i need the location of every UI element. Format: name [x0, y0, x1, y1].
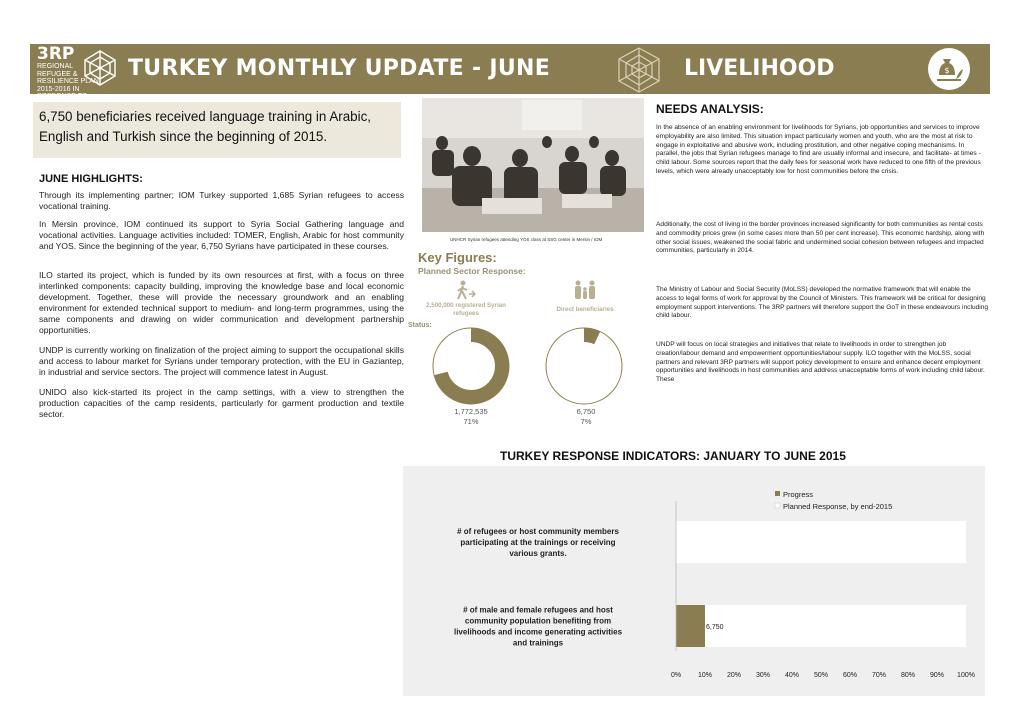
classroom-photo: [422, 98, 644, 232]
x-tick-label: 10%: [697, 672, 713, 679]
status-label: Status:: [408, 322, 432, 329]
category-label: # of male and female refugees and host community population benefiting from livelihoods and income generating activities and trainings: [453, 605, 623, 648]
donut-track: [553, 335, 615, 397]
donut-value-number: 1,772,535: [454, 407, 488, 416]
highlight-paragraph: Through its implementing partner; IOM Turkey supported 1,685 Syrian refugees to access vocational training.: [39, 190, 404, 212]
decorative-emblem-icon: [615, 46, 663, 94]
legend-label: Planned Response, by end-2015: [783, 502, 893, 511]
needs-paragraph: Additionally, the cost of living in the border provinces increased significantly for both communities as rental costs and commodity prices grew (in some cases more than 50 per cent increase). This economic hardship, along with other social issues, weakened the social fabric and undermined social cohesion between refugees and impacted communities, particularly in 2014.: [656, 221, 985, 255]
highlights-title: JUNE HIGHLIGHTS:: [39, 173, 143, 185]
logo-emblem-icon: [81, 49, 119, 87]
headline-box: 6,750 beneficiaries received language training in Arabic, English and Turkish since the beginning of 2015.: [33, 102, 401, 158]
family-icon: [572, 280, 598, 300]
section-title: LIVELIHOOD: [684, 56, 835, 81]
highlight-paragraph: ILO started its project, which is funded by its own resources at first, with a focus on three interlinked components: capacity building, improving the knowledge base and local economic development. Together, these will provide the necessary groundwork and an enabling environment for extended technical support to medium- and long-term programmes, using the same components and drawing on wider communication and development partnership opportunities.: [39, 270, 404, 336]
3rp-logo: [33, 44, 123, 100]
x-tick-label: 50%: [813, 672, 829, 679]
planned-response-label: Planned Sector Response:: [418, 266, 526, 276]
x-tick-label: 60%: [842, 672, 858, 679]
x-tick-label: 70%: [871, 672, 887, 679]
walking-person-icon: [454, 280, 476, 300]
highlight-paragraph: In Mersin province, IOM continued its support to Syria Social Gathering language and vocational activities. Language activities included: TOMER, English, Arabic for host community and YOS. Since the beginning of the year, 6,750 Syrians have participated in these courses.: [39, 219, 404, 252]
logo-subtitle: REGIONAL REFUGEE & RESILIENCE PLAN 2015-2016 IN RESPONSE TO: [37, 63, 99, 100]
x-tick-label: 0%: [670, 672, 682, 679]
donut-value: [546, 407, 626, 427]
donut-value-percent: 7%: [580, 417, 592, 426]
x-tick-label: 30%: [755, 672, 771, 679]
needs-paragraph: In the absence of an enabling environment for livelihoods for Syrians, job opportunities and services to improve employability are also limited. This situation impact particularly women and youth, who are the most at risk to engage in exploitative and abusive work, including prostitution, and other negative coping mechanisms. In parallel, the jobs that Syrian refugees manage to find are usually informal and insecure, and facilitate- at times - child labour. Some sources report that the daily fees for seasonal work have reduced to one fifth of the previous levels, which were already unacceptably low for host communities before the crisis.: [656, 124, 981, 175]
x-tick-label: 80%: [900, 672, 916, 679]
legend-label: Progress: [783, 490, 814, 499]
x-tick-label: 40%: [784, 672, 800, 679]
progress-donut-refugees: [430, 327, 512, 405]
logo-text: 3RP: [37, 44, 75, 64]
x-tick-label: 90%: [929, 672, 945, 679]
x-tick-label: 20%: [726, 672, 742, 679]
donut-value: [431, 407, 511, 427]
highlight-paragraph: UNIDO also kick-started its project in the camp settings, with a view to strengthen the production capacities of the camp residents, particularly for garment production and textile sector.: [39, 387, 404, 420]
bar-progress: [676, 605, 705, 647]
progress-donut-beneficiaries: [543, 327, 625, 405]
needs-paragraph: UNDP will focus on local strategies and initiatives that relate to livelihoods in order to strengthen job creation/labour demand and empowerment opportunities/labour supply. ILO together with the MoLSS, social partners and relevant 3RP partners will support policy development to ensure and enhance decent employment opportunities and livelihoods in host communities and address unacceptable forms of work including child labour. These: [656, 341, 985, 384]
bar-data-label: 6,750: [706, 624, 724, 631]
legend-swatch: [775, 491, 780, 496]
needs-paragraph: The Ministry of Labour and Social Security (MoLSS) developed the normative framework that will enable the access to legal forms of work for approval by the Council of Ministers. This framework will be critical for designing employment support interventions. The 3RP partners will therefore support the GoT in these endeavours including child labour.: [656, 286, 989, 320]
key-figure-label: Direct beneficiaries: [556, 306, 614, 313]
key-figure-label: 2,500,000 registered Syrian refugees: [426, 302, 506, 317]
highlight-paragraph: UNDP is currently working on finalization of the project aiming to support the occupational skills and access to labour market for Syrians under temporary protection, with the EU in Gaziantep, in industrial and service sectors. The project will commence latest in August.: [39, 345, 404, 378]
donut-value-percent: 71%: [463, 417, 479, 426]
indicators-title: TURKEY RESPONSE INDICATORS: JANUARY TO JUNE 2015: [500, 449, 846, 463]
key-figures-title: Key Figures:: [418, 250, 497, 265]
page-title: TURKEY MONTHLY UPDATE - JUNE: [128, 56, 551, 81]
bar-planned: [676, 521, 966, 563]
photo-caption: UNHCR Syrian refugees attending YOS class at SSG center in Mersin / IOM: [450, 237, 603, 242]
donut-value-number: 6,750: [576, 407, 596, 416]
svg-text:$: $: [944, 66, 950, 75]
legend-swatch: [775, 503, 780, 508]
category-label: # of refugees or host community members participating at the trainings or receiving various grants.: [457, 527, 619, 558]
needs-analysis-title: NEEDS ANALYSIS:: [656, 102, 764, 116]
indicators-bar-chart: [403, 466, 985, 696]
chart-legend: [775, 490, 892, 511]
x-tick-label: 100%: [957, 672, 975, 679]
money-bag-plant-icon: [925, 45, 973, 93]
